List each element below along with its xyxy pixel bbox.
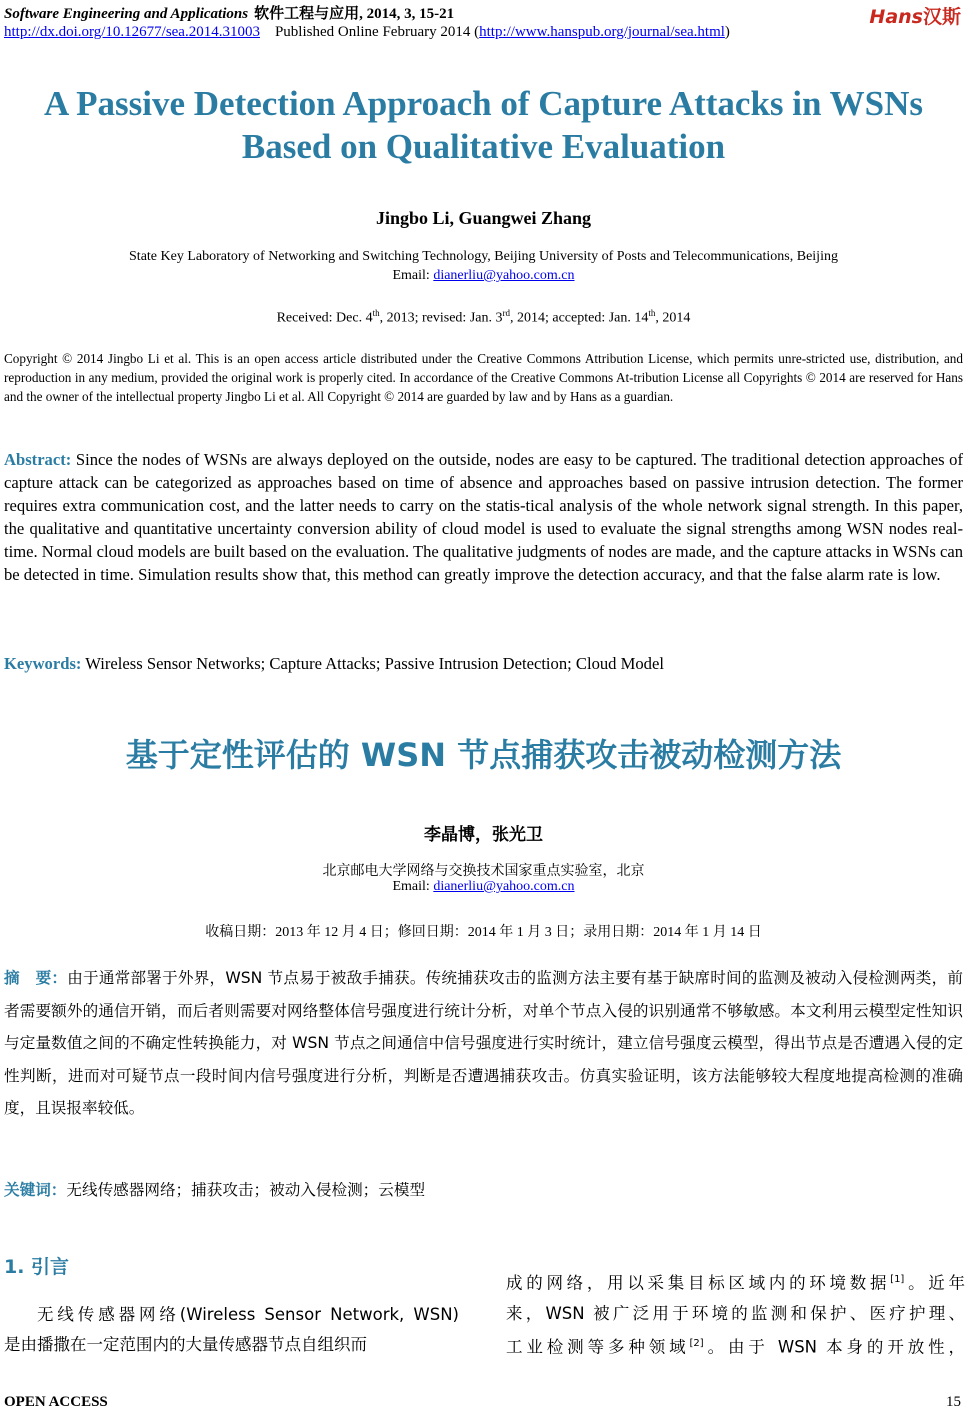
body-right-line1 bbox=[506, 1265, 965, 1299]
revised-sup: rd bbox=[502, 308, 510, 318]
published-close: ) bbox=[724, 24, 730, 40]
doi-link[interactable]: http://dx.doi.org/10.12677/sea.2014.31003 bbox=[4, 24, 260, 40]
abstract-en bbox=[4, 448, 963, 586]
accepted-sup: th bbox=[648, 308, 656, 318]
abstract-cn-text: 由于通常部署于外界，WSN 节点易于被敌手捕获。传统捕获攻击的监测方法主要有基于缺席时间的监测及被动入侵检测两类，前者需要额外的通信开销，而后者则需要对网络整体信号强度进行统计分析，对单个节点入侵的识别通常不够敏感。本文利用云模型定性知识与定量数值之间的不确定性转换能力，对 WSN 节点之间通信中信号强度进行实时统计，建立信号强度云模型，得出节点是否遭遇入侵的定性判断，进而对可疑节点一段时间内信号强度进行分析，判断是否遭遇捕获攻击。仿真实验证明，该方法能够较大程度地提高检测的准确度，且误报率较低。 bbox=[4, 969, 963, 1117]
revised-text: , 2013; revised: Jan. 3 bbox=[379, 310, 503, 326]
received-sup: th bbox=[372, 308, 380, 318]
body-column-left bbox=[4, 1300, 459, 1360]
paper-title-cn: 基于定性评估的 WSN 节点捕获攻击被动检测方法 bbox=[125, 736, 842, 774]
body-right-line3 bbox=[506, 1329, 965, 1363]
paper-title-en bbox=[0, 82, 967, 168]
email-link-cn[interactable]: dianerliu@yahoo.com.cn bbox=[433, 879, 575, 894]
body-right-line3-text: 工业检测等多种领域 bbox=[506, 1337, 690, 1356]
journal-links bbox=[4, 24, 730, 41]
abstract-text: Since the nodes of WSNs are always deployed on the outside, nodes are easy to be captured. The traditional detection approaches of capture attack can be categorized as approaches based on time of absence and approaches based on passive intrusion detection. The former requires extra communication cost, and the latter needs to carry on the statis-tical analysis of the whole network signal strength. In this paper, the qualitative and quantitative uncertainty conversion ability of cloud model is used to evaluate the signal strengths among WSN nodes real-time. Normal cloud models are built based on the evaluation. The qualitative judgments of nodes are made, and the capture attacks in WSNs can be detected in time. Simulation results show that, this method can greatly improve the detection accuracy, and that the false alarm rate is low. bbox=[4, 450, 963, 584]
copyright-notice: Copyright © 2014 Jingbo Li et al. This is an open access article distributed under the Creative Commons Attribution License, which permits unre-stricted use, distribution, and reproduction in any medium, provided the original work is properly cited. In accordance of the Creative Commons At-tribution License all Copyrights © 2014 are reserved for Hans and the owner of the intellectual property Jingbo Li et al. All Copyright © 2014 are guarded by law and by Hans as a guardian. bbox=[4, 351, 963, 404]
keywords-text: Wireless Sensor Networks; Capture Attacks; Passive Intrusion Detection; Cloud Model bbox=[85, 654, 664, 673]
dates-cn: 收稿日期：2013 年 12 月 4 日；修回日期：2014 年 1 月 3 日；录用日期：2014 年 1 月 14 日 bbox=[205, 925, 762, 940]
logo-text-en: Hans bbox=[869, 6, 923, 28]
citation-1[interactable]: [1] bbox=[890, 1274, 905, 1285]
page-number: 15 bbox=[946, 1394, 961, 1410]
body-right-line1-text: 成的网络，用以采集目标区域内的环境数据 bbox=[506, 1273, 891, 1293]
abstract-cn bbox=[4, 962, 963, 1125]
body-right-line1-end: 。近年 bbox=[904, 1273, 966, 1293]
keywords-cn bbox=[4, 1174, 963, 1207]
journal-link[interactable]: http://www.hanspub.org/journal/sea.html bbox=[479, 24, 725, 40]
section-1-heading: 1. 引言 bbox=[4, 1256, 70, 1278]
body-column-right bbox=[506, 1265, 965, 1362]
authors-cn: 李晶博，张光卫 bbox=[424, 825, 543, 845]
title-en-line2: Based on Qualitative Evaluation bbox=[241, 127, 726, 166]
body-right-line3-end: 。由于 WSN 本身的开放性， bbox=[703, 1337, 965, 1356]
body-left-line2: 是由播撒在一定范围内的大量传感器节点自组织而 bbox=[4, 1335, 367, 1354]
journal-name: Software Engineering and Applications bbox=[4, 6, 249, 22]
email-link-en[interactable]: dianerliu@yahoo.com.cn bbox=[433, 268, 575, 283]
keywords-cn-text: 无线传感器网络；捕获攻击；被动入侵检测；云模型 bbox=[66, 1181, 426, 1199]
accepted-year: , 2014 bbox=[655, 310, 691, 326]
keywords-cn-label: 关键词： bbox=[4, 1181, 67, 1199]
title-en-line1: A Passive Detection Approach of Capture Attacks in WSNs bbox=[44, 84, 923, 123]
email-label: Email: bbox=[392, 268, 434, 283]
abstract-cn-label: 摘 要： bbox=[4, 969, 68, 987]
journal-name-cn: 软件工程与应用, 2014, 3, 15-21 bbox=[254, 6, 455, 22]
journal-header bbox=[4, 2, 454, 23]
accepted-text: , 2014; accepted: Jan. 14 bbox=[509, 310, 649, 326]
authors-en: Jingbo Li, Guangwei Zhang bbox=[375, 208, 592, 228]
open-access-label: OPEN ACCESS bbox=[4, 1394, 108, 1410]
keywords-en bbox=[4, 654, 963, 674]
email-line-en bbox=[0, 268, 967, 284]
hans-logo bbox=[869, 2, 961, 29]
received-text: Received: Dec. 4 bbox=[276, 310, 373, 326]
body-left-line1: 无线传感器网络(Wireless Sensor Network, WSN) bbox=[37, 1305, 459, 1324]
received-dates bbox=[0, 308, 967, 327]
email-label-cn: Email: bbox=[392, 879, 434, 894]
affiliation-en: State Key Laboratory of Networking and Switching Technology, Beijing University of Posts and Telecommunications, Beijing bbox=[129, 249, 838, 264]
keywords-label: Keywords: bbox=[4, 654, 82, 673]
affiliation-cn: 北京邮电大学网络与交换技术国家重点实验室，北京 bbox=[322, 864, 645, 879]
logo-text-cn: 汉斯 bbox=[922, 6, 961, 28]
abstract-label: Abstract: bbox=[4, 450, 72, 469]
published-text: Published Online February 2014 ( bbox=[274, 24, 480, 40]
email-line-cn bbox=[0, 879, 967, 895]
citation-2[interactable]: [2] bbox=[689, 1337, 704, 1349]
body-right-line2: 来，WSN 被广泛用于环境的监测和保护、医疗护理、 bbox=[506, 1303, 965, 1323]
